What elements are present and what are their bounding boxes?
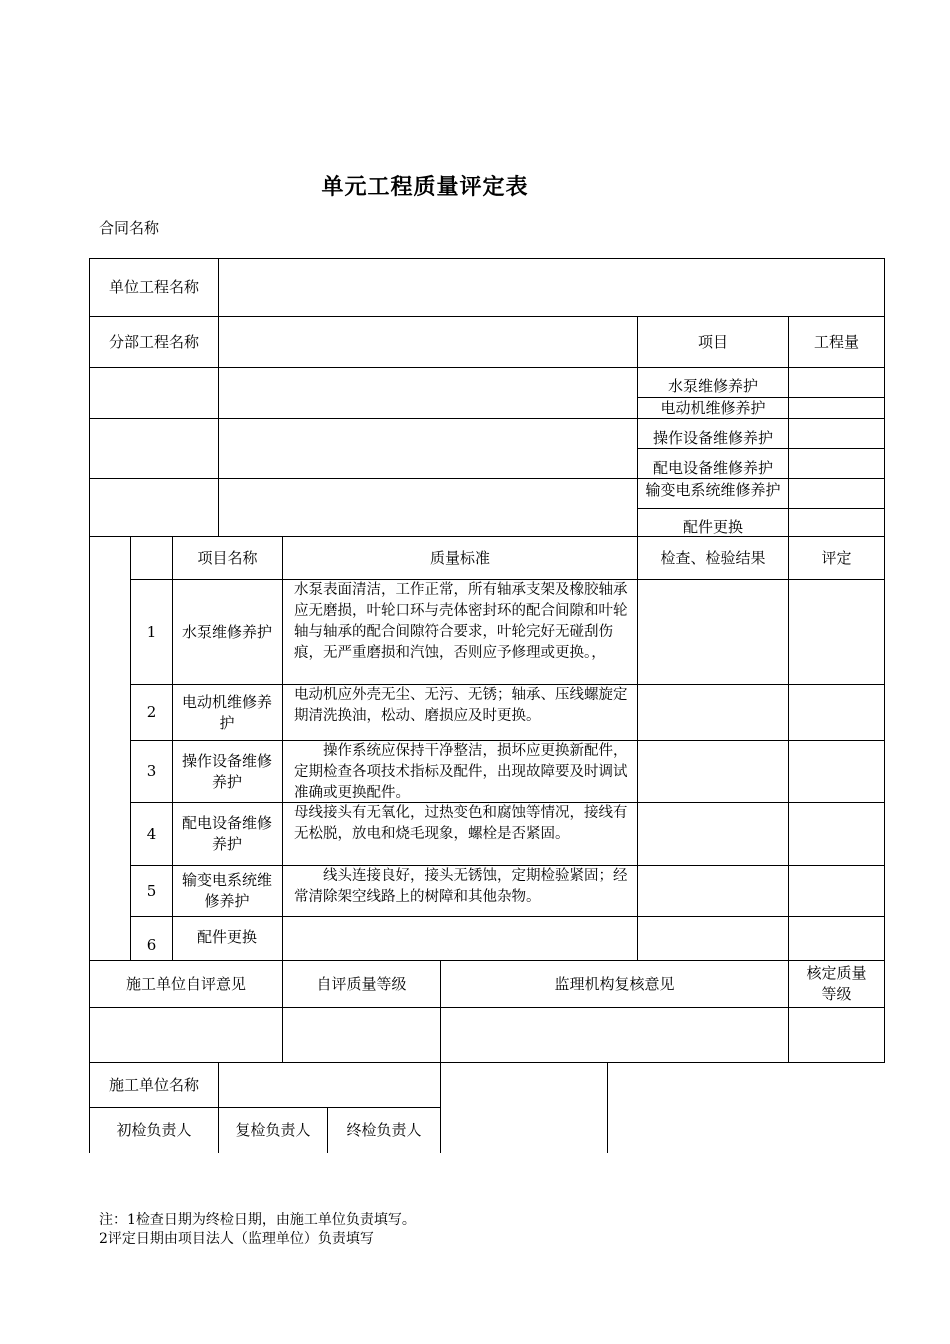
unit-project-label: 单位工程名称 <box>108 278 199 296</box>
item-short-3: 操作设备维修养护 <box>652 428 773 447</box>
first-check-label: 初检负责人 <box>116 1121 192 1139</box>
item-short-1: 水泵维修养护 <box>667 376 758 395</box>
final-grade-label: 核定质量等级 <box>806 964 867 1003</box>
notes <box>99 1211 416 1249</box>
row-standard: 操作系统应保持干净整洁，损坏应更换新配件，定期检查各项技术指标及配件，出现故障要及时调试准确或更换配件。 <box>294 743 628 801</box>
self-grade-label: 自评质量等级 <box>316 974 407 993</box>
page-title: 单元工程质量评定表 <box>321 175 529 200</box>
note-1: 注：1检查日期为终检日期，由施工单位负责填写。 <box>99 1212 416 1228</box>
row-item-name: 输变电系统维修养护 <box>181 871 272 910</box>
row-number: 5 <box>146 881 157 900</box>
item-short-5: 输变电系统维修养护 <box>645 481 781 499</box>
col-result: 检查、检验结果 <box>660 548 766 567</box>
contractor-name-label: 施工单位名称 <box>108 1075 199 1094</box>
note-2: 2评定日期由项目法人（监理单位）负责填写 <box>99 1231 374 1247</box>
item-short-6: 配件更换 <box>682 517 743 536</box>
row-item-name: 水泵维修养护 <box>181 622 272 641</box>
row-item-name: 操作设备维修养护 <box>181 751 272 791</box>
row-standard: 水泵表面清洁，工作正常，所有轴承支架及橡胶轴承应无磨损，叶轮口环与壳体密封环的配合间隙和叶轮轴与轴承的配合间隙符合要求，叶轮完好无碰刮伤痕，无严重磨损和汽蚀，否则应予修理或更换。， <box>294 582 628 661</box>
supervisor-opinion-label: 监理机构复核意见 <box>554 974 675 993</box>
row-number: 3 <box>146 762 157 780</box>
row-item-name: 电动机维修养护 <box>181 692 272 732</box>
col-item-name: 项目名称 <box>197 548 258 567</box>
header-item: 项目 <box>697 332 728 351</box>
second-check-label: 复检负责人 <box>235 1121 311 1139</box>
col-standard: 质量标准 <box>429 548 490 567</box>
row-item-name: 配件更换 <box>196 928 257 946</box>
row-number: 4 <box>146 824 157 843</box>
row-number: 1 <box>146 622 157 641</box>
self-opinion-label: 施工单位自评意见 <box>125 974 246 993</box>
item-short-2: 电动机维修养护 <box>660 399 766 417</box>
row-standard: 电动机应外壳无尘、无污、无锈；轴承、压线螺旋定期清洗换油，松动、磨损应及时更换。 <box>294 687 628 724</box>
sub-project-label: 分部工程名称 <box>108 332 199 351</box>
header-quantity: 工程量 <box>813 332 859 351</box>
contract-name-label: 合同名称 <box>99 219 160 237</box>
col-rating: 评定 <box>821 548 852 567</box>
row-number: 2 <box>146 703 157 721</box>
row-standard: 母线接头有无氧化，过热变色和腐蚀等情况，接线有无松脱，放电和烧毛现象，螺栓是否紧固。 <box>294 805 628 842</box>
row-item-name: 配电设备维修养护 <box>181 814 272 853</box>
row-number: 6 <box>146 935 157 954</box>
item-short-4: 配电设备维修养护 <box>652 458 773 477</box>
row-standard: 线头连接良好，接头无锈蚀，定期检验紧固；经常清除架空线路上的树障和其他杂物。 <box>294 868 628 905</box>
final-check-label: 终检负责人 <box>346 1121 422 1139</box>
